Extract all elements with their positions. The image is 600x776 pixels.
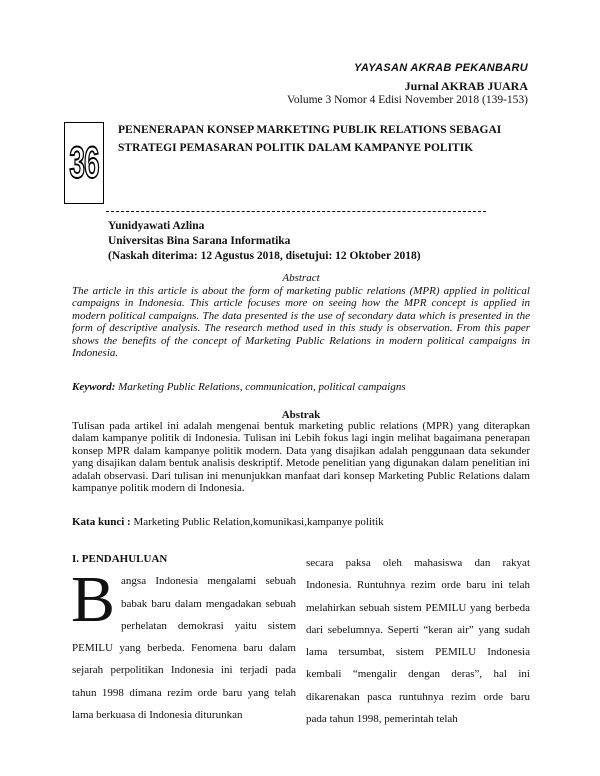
keywords	[72, 381, 530, 393]
journal-name: Jurnal AKRAB JUARA	[404, 79, 528, 93]
section-heading: I. PENDAHULUAN	[72, 553, 168, 565]
submission-dates: (Naskah diterima: 12 Agustus 2018, disetujui: 12 Oktober 2018)	[108, 250, 421, 262]
author-affiliation: Universitas Bina Sarana Informatika	[108, 235, 291, 247]
kata-kunci-label: Kata kunci :	[72, 516, 131, 528]
abstrak-heading: Abstrak	[281, 409, 321, 421]
article-number-badge	[64, 122, 104, 204]
keywords-value: Marketing Public Relations, communication, political campaigns	[115, 381, 406, 393]
author-block	[108, 219, 421, 264]
kata-kunci-value: Marketing Public Relation,komunikasi,kampanye politik	[130, 516, 384, 528]
drop-cap: B	[71, 563, 116, 637]
publisher-name: YAYASAN AKRAB PEKANBARU	[354, 62, 528, 74]
body-text-left: angsa Indonesia mengalami sebuah babak baru dalam mengadakan sebuah perhelatan demokrasi yaitu sistem PEMILU yang berbeda. Fenomena baru dalam sejarah perpolitikan Indonesia ini terjadi pada tahun 1998 dimana rezim orde baru yang telah lama berkuasa di Indonesia diturunkan	[72, 575, 296, 722]
author-name: Yunidyawati Azlina	[108, 220, 205, 232]
abstract-text: The article in this article is about the form of marketing public relations (MPR) applied in political campaigns in Indonesia. This article focuses more on seeing how the MPR concept is applied in modern political campaigns. The data presented is the use of secondary data which is presented in the form of descriptive analysis. The research method used in this study is observation. From this paper shows the benefits of the concept of Marketing Public Relations in modern political campaigns in Indonesia.	[72, 285, 530, 360]
divider	[106, 211, 486, 212]
body-column-left	[72, 548, 296, 726]
body-column-right	[306, 552, 530, 730]
body-text-right: secara paksa oleh mahasiswa dan rakyat Indonesia. Runtuhnya rezim orde baru ini telah melahirkan sebuah sistem PEMILU yang berbeda dari sebelumnya. Seperti “keran air” yang sudah lama tersumbat, sistem PEMILU Indonesia kembali “mengalir dengan deras”, hal ini dikarenakan pasca runtuhnya rezim orde baru pada tahun 1998, pemerintah telah	[306, 557, 530, 726]
abstrak-text: Tulisan pada artikel ini adalah mengenai bentuk marketing public relations (MPR) yang diterapkan dalam kampanye politik di Indonesia. Tulisan ini Lebih fokus lagi ingin melihat bagaimana penerapan konsep MPR dalam kampanye politik modern. Data yang disajikan adalah penggunaan data sekunder yang disajikan dalam bentuk analisis deskriptif. Metode penelitian yang digunakan dalam penelitian ini adalah observasi. Dari tulisan ini menunjukkan manfaat dari konsep Marketing Public Relations dalam kampanye politik modern di Indonesia.	[72, 420, 530, 495]
abstract-heading: Abstract	[282, 272, 320, 284]
paper-title: PENENERAPAN KONSEP MARKETING PUBLIK RELATIONS SEBAGAI STRATEGI PEMASARAN POLITIK DALAM KAMPANYE POLITIK	[118, 124, 502, 154]
journal-volume: Volume 3 Nomor 4 Edisi November 2018 (139-153)	[287, 94, 528, 106]
article-number: 36	[69, 137, 99, 187]
kata-kunci	[72, 516, 384, 528]
keywords-label: Keyword:	[72, 381, 116, 393]
